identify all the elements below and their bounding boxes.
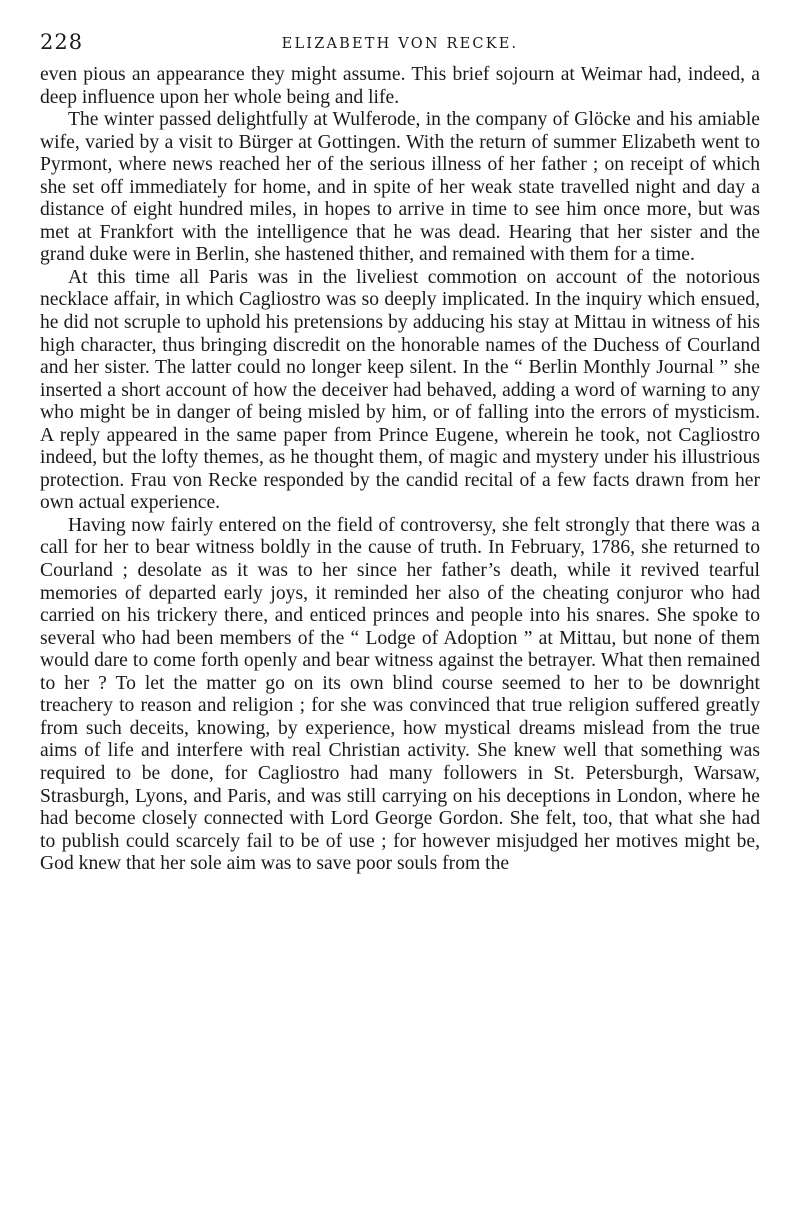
book-page — [40, 30, 760, 876]
body-text — [40, 64, 760, 876]
page-header — [40, 30, 760, 64]
paragraph-necklace-affair: At this time all Paris was in the liveliest commotion on account of the notorious necklace affair, in which Cagliostro was so deeply implicated. In the inquiry which ensued, he did not scruple to uphold his pretensions by adducing his stay at Mittau in witness of his high character, thus bringing discredit on the honorable names of the Duchess of Courland and her sister. The latter could no longer keep silent. In the “ Berlin Monthly Journal ” she inserted a short account of how the deceiver had behaved, adding a word of warning to any who might be in danger of being misled by him, or of falling into the errors of mysticism. A reply appeared in the same paper from Prince Eugene, wherein he took, not Cagliostro indeed, but the lofty themes, as he thought them, of magic and mystery under his illustrious protection. Frau von Recke responded by the candid recital of a few facts drawn from her own actual experience. — [40, 266, 760, 514]
paragraph-wulferode: The winter passed delightfully at Wulferode, in the company of Glöcke and his amiable wife, varied by a visit to Bürger at Gottingen. With the return of summer Elizabeth went to Pyrmont, where news reached her of the serious illness of her father ; on receipt of which she set off immediately for home, and in spite of her weak state travelled night and day a distance of eight hundred miles, in hopes to arrive in time to see him once more, but was met at Frankfort with the intelligence that he was dead. Hearing that her sister and the grand duke were in Berlin, she hastened thither, and remained with them for a time. — [40, 109, 760, 266]
paragraph-controversy: Having now fairly entered on the field of controversy, she felt strongly that there was a call for her to bear witness boldly in the cause of truth. In February, 1786, she returned to Courland ; desolate as it was to her since her father’s death, while it revived tearful memories of departed early joys, it reminded her also of the cheating conjuror who had carried on his trickery there, and enticed princes and people into his snares. She spoke to several who had been members of the “ Lodge of Adoption ” at Mittau, but none of them would dare to come forth openly and bear witness against the betrayer. What then remained to her ? To let the matter go on its own blind course seemed to her to be downright treachery to reason and religion ; for she was convinced that true religion suffered greatly from such deceits, knowing, by experience, how mystical dreams mislead from the true aims of life and interfere with real Christian activity. She knew well that something was required to be done, for Cagliostro had many followers in St. Petersburgh, Warsaw, Strasburgh, Lyons, and Paris, and was still carrying on his deceptions in London, where he had become closely connected with Lord George Gordon. She felt, too, that what she had to publish could scarcely fail to be of use ; for however misjudged her motives might be, God knew that her sole aim was to save poor souls from the — [40, 514, 760, 875]
page-number: 228 — [40, 30, 84, 54]
running-head: ELIZABETH VON RECKE. — [281, 36, 519, 52]
paragraph-continuation: even pious an appearance they might assume. This brief sojourn at Weimar had, indeed, a deep influence upon her whole being and life. — [40, 64, 760, 108]
